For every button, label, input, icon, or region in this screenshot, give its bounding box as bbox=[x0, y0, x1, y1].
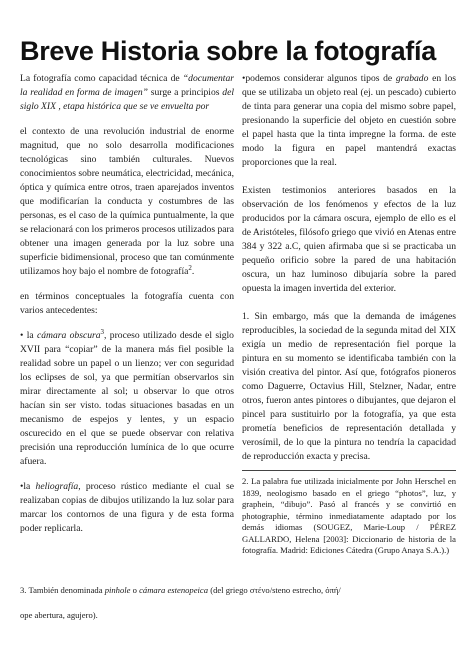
note-1: 1. Sin embargo, más que la demanda de imágenes reproducibles, la sociedad de la segunda mitad del XIX exigía un medio de representación fiel porque la pintura en su momento se identificaba también con la visión creativa del pintor. Así que, fotógrafos pioneros como Daguerre, Octavius Hill, Stelzner, Nadar, entre otros, fueron antes pintores o dibujantes, que dejaron el pincel para sustituirlo por la fotografía, ya que esta prometía beneficios de representación detallada y verosímil, de lo que la pintura no tendría la capacidad de reproducción exacta y precisa. bbox=[242, 311, 456, 462]
intro-text-b: surge a principios bbox=[150, 87, 220, 98]
footnote-3-a: 3. También denominada bbox=[20, 585, 103, 595]
bullet-1-text: , proceso utilizado desde el siglo XVII para “copiar” de la manera más fiel posible la realidad sobre un papel o un lienzo; ver con seguridad los eclipses de sol, ya que permitían observarlos sin mirar directamente al sol; u observar lo que otros hacían sin ser visto. todas situaciones basadas en un mecanismo de espejos y lentes, y un espacio oscurecido en el que se puede observar con relativa precisión una reproducción lumínica de lo que ocurre afuera. bbox=[20, 330, 234, 467]
right-column bbox=[242, 72, 456, 557]
footnote-3-pinhole: pinhole bbox=[104, 585, 131, 595]
intro-paragraph bbox=[20, 72, 234, 114]
context-end: . bbox=[191, 266, 195, 277]
grabado-paragraph bbox=[242, 72, 456, 170]
footnote-3-line-1 bbox=[20, 585, 460, 596]
footnote-3-estenopeica: cámara estenopeica bbox=[139, 585, 209, 595]
page-title: Breve Historia sobre la fotografía bbox=[20, 36, 436, 66]
note-2: 2. La palabra fue utilizada inicialmente por John Herschel en 1839, neologismo basado en el griego “photos”, luz, y graphein, “dibujo”. Pasó al francés y se convirtió en photographie, término inmediatamente adaptado por los demás idiomas (SOUGEZ, Marie-Loup / PÉREZ GALLARDO, Helena [2003]: Diccionario de historia de la fotografía. Madrid: Ediciones Cátedra (Grupo Anaya S.A.).) bbox=[242, 476, 456, 555]
bullet-2-term: heliografía bbox=[35, 481, 79, 492]
context-paragraph bbox=[20, 125, 234, 279]
grabado-term: grabado bbox=[395, 73, 429, 84]
intro-text-a: La fotografía como capacidad técnica de bbox=[20, 73, 180, 84]
bullet-heliografia bbox=[20, 480, 234, 536]
antecedents-paragraph: en términos conceptuales la fotografía cuenta con varios antecedentes: bbox=[20, 291, 234, 316]
footnote-3-b: o bbox=[132, 585, 137, 595]
footnote-3-line-2: ope abertura, agujero). bbox=[20, 610, 98, 620]
bullet-2-lead: •la bbox=[20, 481, 31, 492]
aristotle-paragraph: Existen testimonios anteriores basados en la observación de los fenómenos y efectos de la luz producidos por la cámara oscura, ejemplo de ello es el de Aristóteles, filósofo griego que vivió en Atenas entre 384 y 322 a.C, quien afirmaba que si se practicaba un pequeño orificio sobre la pared de una habitación oscura, un haz luminoso dibujaría sobre la pared opuesta la imagen invertida del exterior. bbox=[242, 185, 456, 294]
footnote-3-c: (del griego στένο/steno estrecho, όπή/ bbox=[210, 585, 341, 595]
left-column bbox=[20, 72, 234, 536]
footnote-ref-2: 2 bbox=[188, 263, 192, 272]
intro-quote: “documentar la realidad en forma de imagen” bbox=[20, 73, 234, 98]
intro-text-c: del siglo XIX , etapa histórica que se ve envuelta por bbox=[20, 87, 235, 112]
grabado-text: en los que se utilizaba un objeto real (ej. un pescado) cubierto de tinta para generar una copia del mismo sobre papel, presionando la superficie del objeto en cuestión sobre el papel hasta que la tinta impregne la forma. de este modo la figura en papel mantendrá exactas proporciones que la real. bbox=[242, 73, 456, 168]
grabado-lead: •podemos considerar algunos tipos de bbox=[242, 73, 393, 84]
notes-divider bbox=[242, 470, 456, 471]
bullet-1-lead: • la bbox=[20, 330, 34, 341]
bullet-camera-obscura bbox=[20, 329, 234, 469]
footnote-ref-3: 3 bbox=[100, 327, 105, 336]
bullet-2-text: , proceso rústico mediante el cual se realizaban copias de dibujos utilizando la luz solar para marcar los contornos de una figura y de esta forma poder replicarla. bbox=[20, 481, 235, 534]
context-text: el contexto de una revolución industrial de enorme magnitud, que no solo desarrolla modificaciones tecnológicas sino también culturales. Nuevos conocimientos sobre neumática, electricidad, mecánica, óptica y química entre otros, traen aparejados inventos que modificarían la conducta y costumbres de las personas, es el caso de la química puntualmente, la que se relacionará con los primeros procesos utilizados para obtener una imagen generada por la luz sobre una superficie bidimensional, proceso que tan comúnmente utilizamos hoy bajo el nombre de fotografía bbox=[20, 126, 234, 277]
bullet-1-term: cámara obscura bbox=[36, 330, 101, 341]
